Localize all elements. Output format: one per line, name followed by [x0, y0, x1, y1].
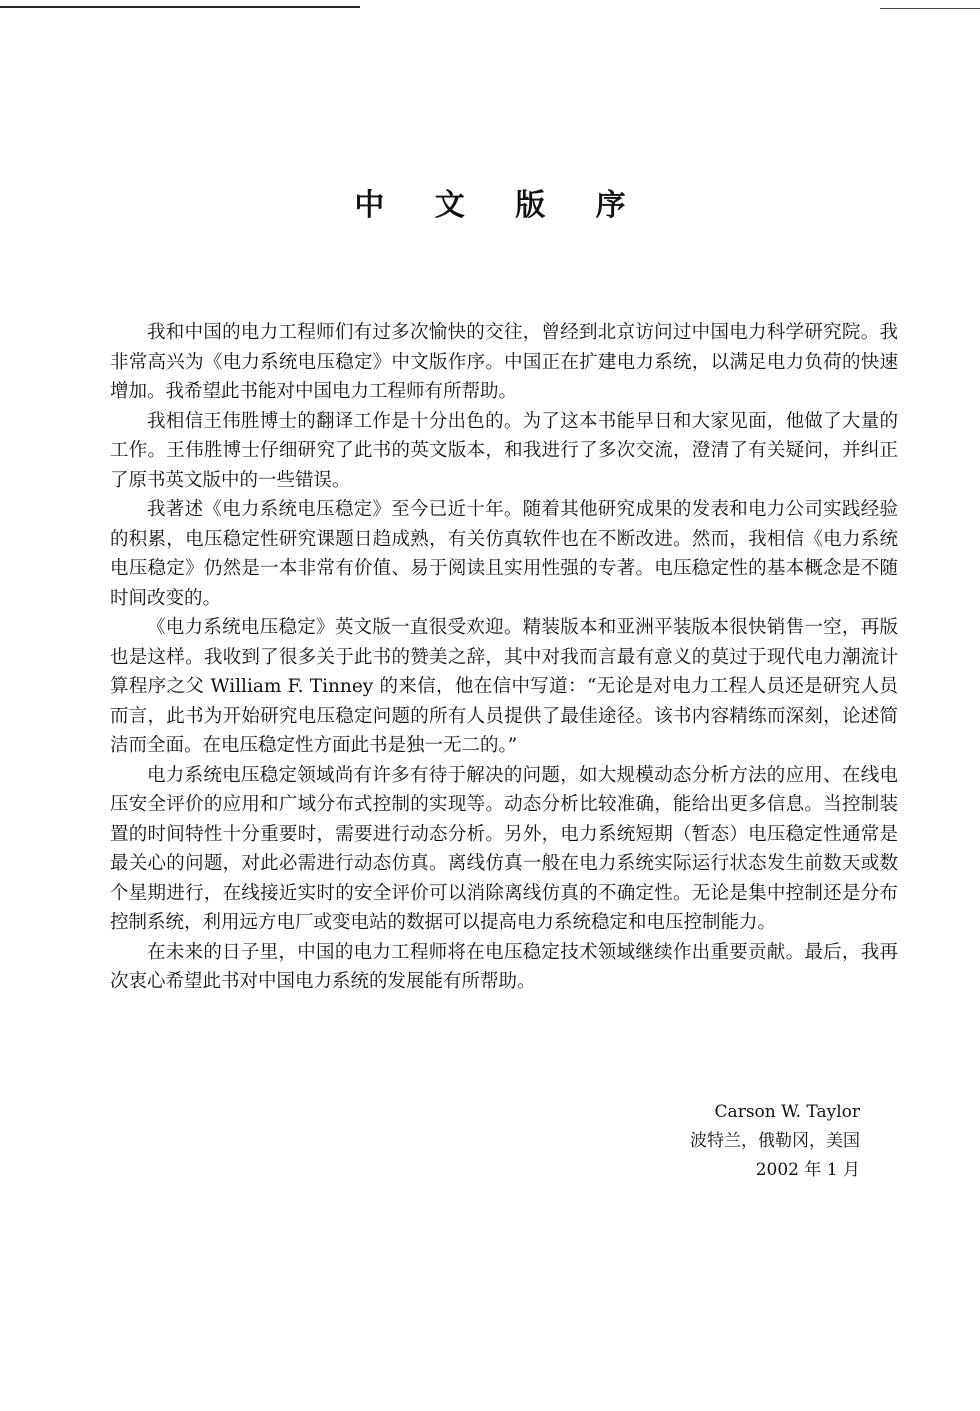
author-name: Carson W. Taylor	[714, 1102, 860, 1122]
top-border-rule-right	[880, 8, 980, 9]
top-border-rule	[0, 6, 360, 8]
paragraph-6: 在未来的日子里，中国的电力工程师将在电压稳定技术领域继续作出重要贡献。最后，我再次衷心希望此书对中国电力系统的发展能有所帮助。	[110, 941, 898, 992]
paragraph-4: 《电力系统电压稳定》英文版一直很受欢迎。精装版本和亚洲平装版本很快销售一空，再版也是这样。我收到了很多关于此书的赞美之辞，其中对我而言最有意义的莫过于现代电力潮流计算程序之父 William F. Tinney 的来信，他在信中写道：“无论是对电力工程人员还是研究人员而言，此书为开始研究电压稳定问题的所有人员提供了最佳途径。该书内容精练而深刻，论述简洁而全面。在电压稳定性方面此书是独一无二的。”	[110, 617, 898, 756]
page-title: 中 文 版 序	[354, 188, 646, 223]
preface-body	[110, 318, 898, 997]
signature-block	[690, 1098, 860, 1185]
paragraph-3: 我著述《电力系统电压稳定》至今已近十年。随着其他研究成果的发表和电力公司实践经验的积累，电压稳定性研究课题日趋成熟，有关仿真软件也在不断改进。然而，我相信《电力系统电压稳定》仍然是一本非常有价值、易于阅读且实用性强的专著。电压稳定性的基本概念是不随时间改变的。	[110, 499, 898, 609]
paragraph-1: 我和中国的电力工程师们有过多次愉快的交往，曾经到北京访问过中国电力科学研究院。我非常高兴为《电力系统电压稳定》中文版作序。中国正在扩建电力系统，以满足电力负荷的快速增加。我希望此书能对中国电力工程师有所帮助。	[110, 322, 898, 402]
signature-date: 2002 年 1 月	[755, 1160, 860, 1180]
author-location: 波特兰，俄勒冈，美国	[690, 1131, 860, 1151]
paragraph-5: 电力系统电压稳定领域尚有许多有待于解决的问题，如大规模动态分析方法的应用、在线电压安全评价的应用和广域分布式控制的实现等。动态分析比较准确，能给出更多信息。当控制装置的时间特性十分重要时，需要进行动态分析。另外，电力系统短期（暂态）电压稳定性通常是最关心的问题，对此必需进行动态仿真。离线仿真一般在电力系统实际运行状态发生前数天或数个星期进行，在线接近实时的安全评价可以消除离线仿真的不确定性。无论是集中控制还是分布控制系统，利用远方电厂或变电站的数据可以提高电力系统稳定和电压控制能力。	[110, 764, 898, 933]
paragraph-2: 我相信王伟胜博士的翻译工作是十分出色的。为了这本书能早日和大家见面，他做了大量的工作。王伟胜博士仔细研究了此书的英文版本，和我进行了多次交流，澄清了有关疑问，并纠正了原书英文版中的一些错误。	[110, 410, 898, 491]
